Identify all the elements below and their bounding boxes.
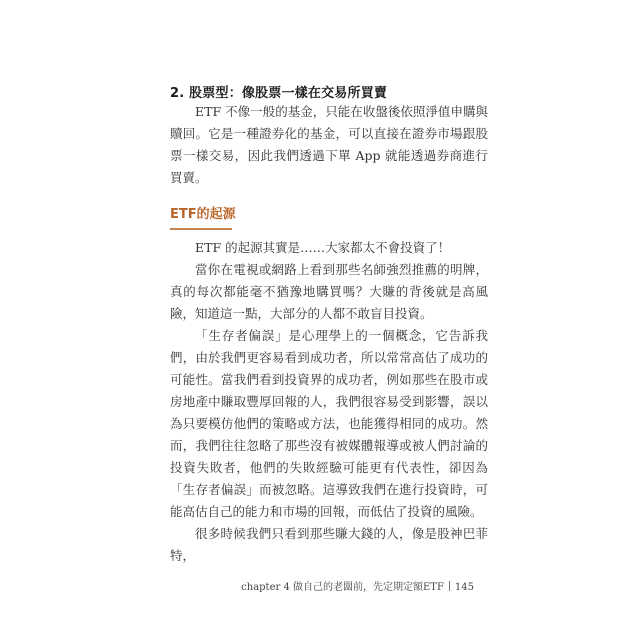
paragraph-text: 「生存者偏誤」是心理學上的一個概念，它告訴我們，由於我們更容易看到成功者，所以常常高估了成功的可能性。當我們看到投資界的成功者，例如那些在股市或房地產中賺取豐厚回報的人，我們很容易受到影響，誤以為只要模仿他們的策略或方法，也能獲得相同的成功。然而，我們往往忽略了那些沒有被媒體報導或被人們討論的投資失敗者，他們的失敗經驗可能更有代表性，卻因為「生存者偏誤」而被忽略。這導致我們在進行投資時，可能高估自己的能力和市場的回報，而低估了投資的風險。 xyxy=(170,328,488,519)
page-footer xyxy=(0,578,474,593)
paragraph-text: ETF 的起源其實是……大家都太不會投資了！ xyxy=(195,240,451,255)
footer-divider xyxy=(449,581,450,591)
paragraph-text: 當你在電視或網路上看到那些名師強烈推薦的明牌，真的每次都能毫不猶豫地購買嗎？大賺的背後就是高風險，知道這一點，大部分的人都不敢盲目投資。 xyxy=(170,262,488,321)
paragraph-text: 很多時候我們只看到那些賺大錢的人，像是股神巴菲特， xyxy=(170,526,488,563)
subheading: 2. 股票型：像股票一樣在交易所買賣 xyxy=(170,86,388,101)
running-title: chapter 4 做自己的老闆前，先定期定額ETF xyxy=(241,582,444,593)
section-header xyxy=(170,203,488,230)
section-body xyxy=(170,237,488,567)
paragraph-text: ETF 不像一般的基金，只能在收盤後依照淨值申購與贖回。它是一種證券化的基金，可以直接在證券市場跟股票一樣交易，因此我們透過下單 App 就能透過券商進行買賣。 xyxy=(170,104,488,185)
paragraph-etf-stock-type xyxy=(170,101,488,189)
section-title-underline xyxy=(170,228,232,230)
section-title: ETF的起源 xyxy=(170,207,236,222)
page-number: 145 xyxy=(454,582,474,593)
